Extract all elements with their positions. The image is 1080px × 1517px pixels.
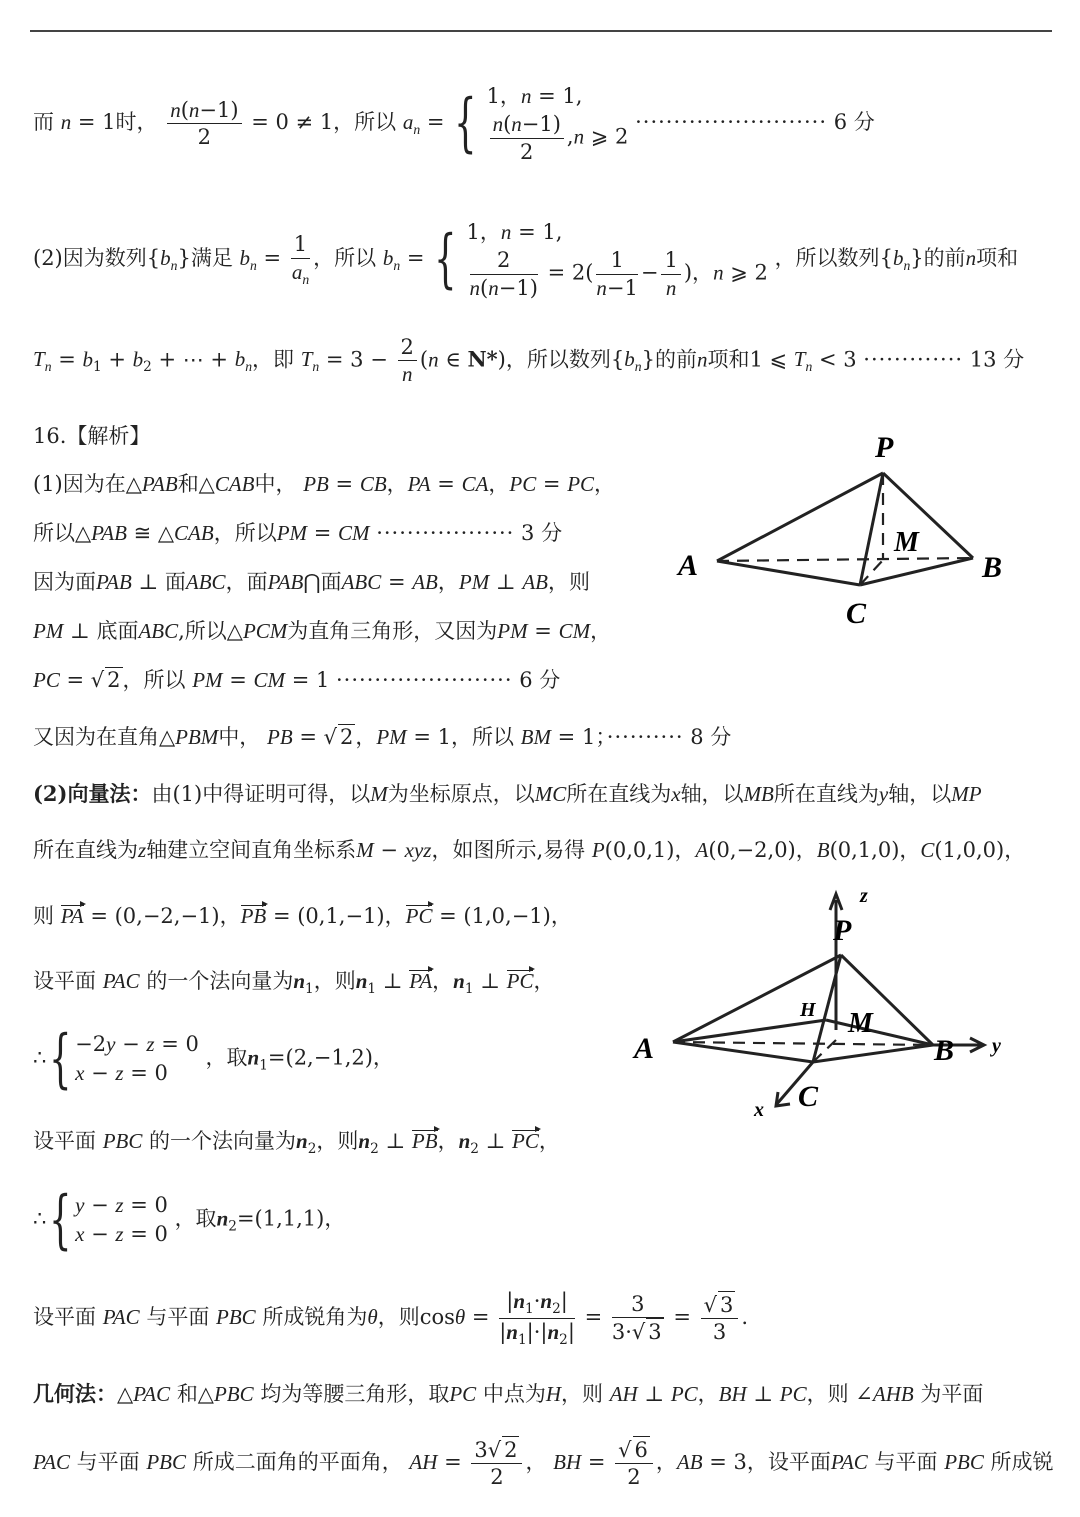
line-g1: 几何法：△PAC 和△PBC 均为等腰三角形，取PC 中点为H，则 AH ⊥ PC，BH ⊥ PC，则 ∠AHB 为平面 <box>33 1381 984 1406</box>
line-p4: PM ⊥ 底面ABC,所以△PCM为直角三角形，又因为PM = CM， <box>33 619 612 643</box>
top-rule <box>30 30 1052 32</box>
label-M: M <box>894 527 919 558</box>
line-p6: 又因为在直角△PBM中， PB = √ 2，PM = 1，所以 BM = 1；·········· 8 分 <box>33 725 732 749</box>
pyramid-figure-2 <box>628 880 1048 1125</box>
line-v4: 设平面 PAC 的一个法向量为$n_1$，则$n_1$ ⊥ PA，$n_1$ ⊥ PC， <box>33 969 555 997</box>
label-H: H <box>800 999 816 1021</box>
line-p1: (1)因为在△PAB和△CAB中， PB = CB，PA = CA，PC = PC， <box>33 472 616 496</box>
edge-PA <box>717 473 883 561</box>
label-P: P <box>833 914 852 947</box>
line-g2: PAC 与平面 PBC 所成二面角的平面角， AH = $\frac{3√ 2}{2}$ ， BH = $\frac{√ 6}{2}$ ，AB = 3，设平面PAC 与平面 PBC 所成锐 <box>33 1438 1054 1490</box>
label-A: A <box>678 549 699 582</box>
pyramid-figure-1 <box>670 425 1030 640</box>
line-v5: ∴{ −2y − z = 0 x − z = 0 ，取$n_1=(2,-1,2)$， <box>33 1022 394 1096</box>
label-B: B <box>982 551 1003 584</box>
line-v2: 所在直线为z轴建立空间直角坐标系M − xyz，如图所示,易得 P(0,0,1)，A(0,−2,0)，B(0,1,0)，C(1,0,0)， <box>33 838 1026 862</box>
section-16-title: 16.【解析】 <box>33 424 151 448</box>
line-bn-formula: (2)因为数列$\{b_n\}$满足 $b_n$ = $\frac{1}{a_n}$ ，所以 $b_n$ = { 1，n = 1, $\frac{2}{n(n-1)}$ = 2( $\frac{1}{n-1}$ − $\frac{1}{n}$ )，n ⩾ 2 ，所以数列$\{b_n\}$的前n项和 <box>33 220 1019 300</box>
line-v3: 则 PA = (0,−2,−1)，PB = (0,1,−1)，PC = (1,0,−1)， <box>33 904 572 928</box>
segment-HB <box>826 1020 933 1045</box>
label-C: C <box>798 1080 819 1113</box>
edge-PC <box>860 473 883 585</box>
line-tn: $T_n = b_1 + b_2$ + ⋯ + $b_n$，即 $T_n = 3$ − $\frac{2}{n}$ (n ∈ N*)，所以数列$\{b_n\}$的前n项和1 ⩽ $T_n < 3$ ············· 13 分 <box>33 335 1025 387</box>
label-z: z <box>860 885 868 907</box>
edge-AC <box>717 561 860 585</box>
line-v8: 设平面 PAC 与平面 PBC 所成锐角为θ，则cosθ = $\frac{|n_1\cdot n_2|}{|n_1|\cdot|n_2|}$ = $\frac{3}{3\cdot√ 3}$ = $\frac{√ 3}{3}$ . <box>33 1289 749 1348</box>
label-A: A <box>634 1032 655 1065</box>
line-p2: 所以△PAB ≅ △CAB，所以PM = CM ·················· 3 分 <box>33 521 563 545</box>
label-M: M <box>848 1008 873 1039</box>
edge-AB-hidden <box>673 1042 933 1045</box>
edge-AC <box>673 1042 813 1062</box>
line-v7: ∴{ y − z = 0 x − z = 0 ，取$n_2=(1,1,1)$， <box>33 1183 346 1257</box>
label-B: B <box>934 1034 955 1067</box>
edge-CB <box>860 558 973 585</box>
line-p3: 因为面PAB ⊥ 面ABC，面PAB⋂面ABC = AB，PM ⊥ AB，则 <box>33 570 590 594</box>
line-v1: (2)向量法：由(1)中得证明可得，以M为坐标原点，以MC所在直线为x轴，以MB所在直线为y轴，以MP <box>33 781 982 806</box>
edge-AB-hidden <box>717 558 973 561</box>
line-an-formula: 而 n = 1时， $\frac{n(n-1)}{2}$ = 0 ≠ 1，所以 $a_n$ = { 1，n = 1, $\frac{n(n-1)}{2}$ ,n ⩾ 2 ························· 6 分 <box>33 84 875 164</box>
line-v6: 设平面 PBC 的一个法向量为$n_2$，则$n_2$ ⊥ PB，$n_2$ ⊥ PC， <box>33 1129 560 1157</box>
label-y: y <box>992 1035 1001 1057</box>
label-x: x <box>754 1099 764 1121</box>
label-C: C <box>846 597 867 630</box>
edge-CB <box>813 1045 933 1062</box>
label-P: P <box>875 431 894 464</box>
line-p5: PC = √ 2，所以 PM = CM = 1 ······················· 6 分 <box>33 668 561 692</box>
